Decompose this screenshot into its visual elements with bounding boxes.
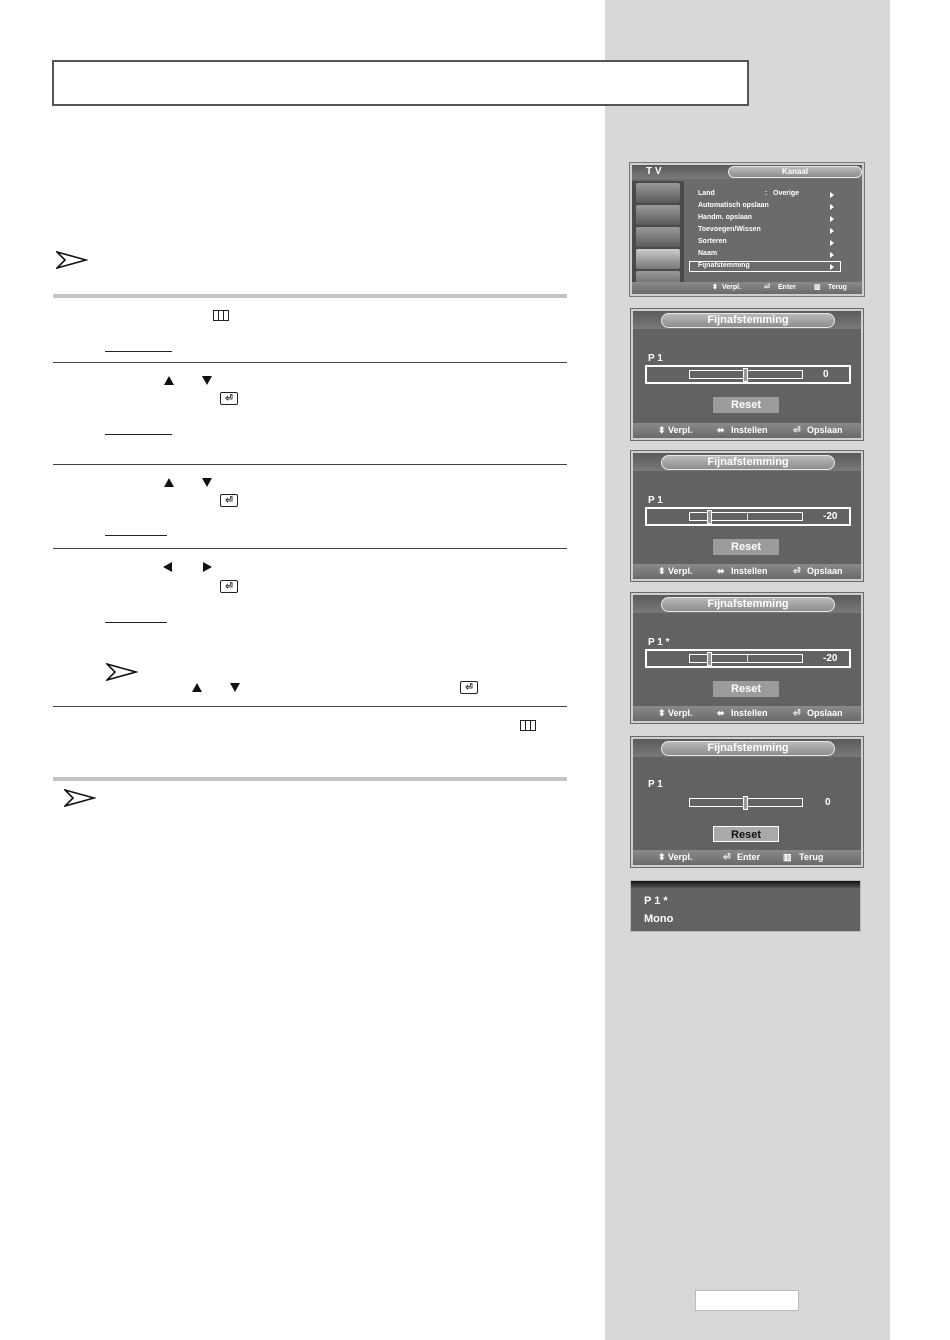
submenu-arrow-icon <box>830 204 834 210</box>
track-center <box>747 513 748 520</box>
sound-category-icon <box>636 205 680 225</box>
submenu-arrow-icon <box>830 192 834 198</box>
channel-label: P 1 <box>648 353 663 364</box>
underline <box>105 622 167 623</box>
enter-button-icon: ⏎ <box>460 681 478 694</box>
fine-tune-value: -20 <box>823 511 838 522</box>
fine-tune-screen <box>631 737 863 867</box>
store-icon: ⏎ <box>793 425 801 435</box>
footer-enter: Enter <box>737 852 761 862</box>
footer-move: Verpl. <box>668 566 693 576</box>
menu-item-name[interactable]: Naam <box>698 250 718 257</box>
footer-back: Terug <box>828 284 847 291</box>
menu-item-auto-store[interactable]: Automatisch opslaan <box>698 202 769 209</box>
down-arrow-icon <box>202 478 212 487</box>
footer-adjust: Instellen <box>731 566 768 576</box>
channel-label: P 1 <box>648 495 663 506</box>
store-icon: ⏎ <box>793 708 801 718</box>
menu-icon: ▥ <box>783 852 792 862</box>
reset-button[interactable]: Reset <box>713 681 779 697</box>
footer-adjust: Instellen <box>731 425 768 435</box>
underline <box>105 535 167 536</box>
right-arrow-icon <box>203 562 212 572</box>
tv-label: T V <box>646 166 662 177</box>
menu-footer <box>632 282 862 294</box>
menu-category-column <box>632 181 684 287</box>
kanaal-menu-screen <box>630 163 864 296</box>
section-rule <box>53 777 567 781</box>
step-divider <box>53 706 567 707</box>
footer-move: Verpl. <box>668 852 693 862</box>
underline <box>105 351 172 352</box>
screen-title: Fijnafstemming <box>661 597 835 612</box>
submenu-arrow-icon <box>830 264 834 270</box>
submenu-arrow-icon <box>830 240 834 246</box>
enter-icon: ⏎ <box>723 852 731 862</box>
step-divider <box>53 464 567 465</box>
screen-title: Fijnafstemming <box>661 741 835 756</box>
setup-category-icon <box>636 227 680 247</box>
fine-tune-thumb[interactable] <box>743 368 748 382</box>
move-icon: ⬍ <box>658 425 666 435</box>
menu-item-manual-store[interactable]: Handm. opslaan <box>698 214 753 221</box>
fine-tune-value: -20 <box>823 653 838 664</box>
channel-category-icon <box>636 249 680 269</box>
submenu-arrow-icon <box>830 252 834 258</box>
enter-button-icon: ⏎ <box>220 580 238 593</box>
menu-item-land-value: Overige <box>773 190 800 197</box>
move-icon: ⬍ <box>658 566 666 576</box>
left-right-icon: ⬌ <box>717 425 725 435</box>
footer-store: Opslaan <box>807 425 843 435</box>
note-arrow-icon <box>106 662 138 682</box>
footer-store: Opslaan <box>807 566 843 576</box>
menu-item-add-delete[interactable]: Toevoegen/Wissen <box>698 226 761 233</box>
menu-item-land-sep: : <box>765 190 768 197</box>
page-number-box <box>695 1290 799 1311</box>
move-icon: ⬍ <box>658 852 666 862</box>
fine-tune-value: 0 <box>823 369 829 380</box>
screen-footer <box>633 706 861 721</box>
submenu-arrow-icon <box>830 216 834 222</box>
left-right-icon: ⬌ <box>717 566 725 576</box>
track-center <box>747 655 748 662</box>
menu-item-land[interactable]: Land <box>698 190 715 197</box>
footer-adjust: Instellen <box>731 708 768 718</box>
screen-footer <box>633 850 861 865</box>
menu-button-icon <box>520 720 536 731</box>
fine-tune-value: 0 <box>825 797 831 808</box>
note-arrow-icon <box>64 788 96 808</box>
reset-button[interactable]: Reset <box>713 539 779 555</box>
step-divider <box>53 548 567 549</box>
left-right-icon: ⬌ <box>717 708 725 718</box>
footer-move: Verpl. <box>668 425 693 435</box>
fine-tune-screen <box>631 309 863 440</box>
fine-tune-screen <box>631 451 863 581</box>
info-topbar <box>631 881 860 888</box>
move-icon: ⬍ <box>658 708 666 718</box>
step-divider <box>53 362 567 363</box>
underline <box>105 434 172 435</box>
screen-footer <box>633 423 861 438</box>
fine-tune-thumb[interactable] <box>743 796 748 810</box>
up-arrow-icon <box>164 376 174 385</box>
footer-move: Verpl. <box>668 708 693 718</box>
down-arrow-icon <box>230 683 240 692</box>
page-title-box <box>52 60 749 106</box>
down-arrow-icon <box>202 376 212 385</box>
info-sound-mode: Mono <box>644 913 674 925</box>
footer-move: Verpl. <box>722 284 742 291</box>
screen-title: Fijnafstemming <box>661 455 835 470</box>
menu-item-sort[interactable]: Sorteren <box>698 238 727 245</box>
up-arrow-icon <box>192 683 202 692</box>
footer-enter: Enter <box>778 284 796 291</box>
menu-title: Kanaal <box>728 166 862 178</box>
move-icon: ⬍ <box>712 284 718 291</box>
left-arrow-icon <box>163 562 172 572</box>
menu-icon: ▥ <box>814 284 821 291</box>
fine-tune-screen <box>631 593 863 723</box>
reset-button[interactable]: Reset <box>713 397 779 413</box>
footer-back: Terug <box>799 852 824 862</box>
fine-tune-thumb[interactable] <box>707 652 712 666</box>
channel-info-osd <box>630 880 861 932</box>
enter-button-icon: ⏎ <box>220 392 238 405</box>
section-rule <box>53 294 567 298</box>
submenu-arrow-icon <box>830 228 834 234</box>
channel-label: P 1 * <box>648 637 670 648</box>
reset-button[interactable]: Reset <box>713 826 779 842</box>
footer-store: Opslaan <box>807 708 843 718</box>
picture-category-icon <box>636 183 680 203</box>
screen-title: Fijnafstemming <box>661 313 835 328</box>
enter-button-icon: ⏎ <box>220 494 238 507</box>
store-icon: ⏎ <box>793 566 801 576</box>
up-arrow-icon <box>164 478 174 487</box>
screen-footer <box>633 564 861 579</box>
menu-button-icon <box>213 310 229 321</box>
note-arrow-icon <box>56 250 88 270</box>
info-channel: P 1 * <box>644 895 668 907</box>
enter-icon: ⏎ <box>764 284 770 291</box>
fine-tune-thumb[interactable] <box>707 510 712 524</box>
menu-item-fine-tune[interactable]: Fijnafstemming <box>698 262 750 269</box>
channel-label: P 1 <box>648 779 663 790</box>
